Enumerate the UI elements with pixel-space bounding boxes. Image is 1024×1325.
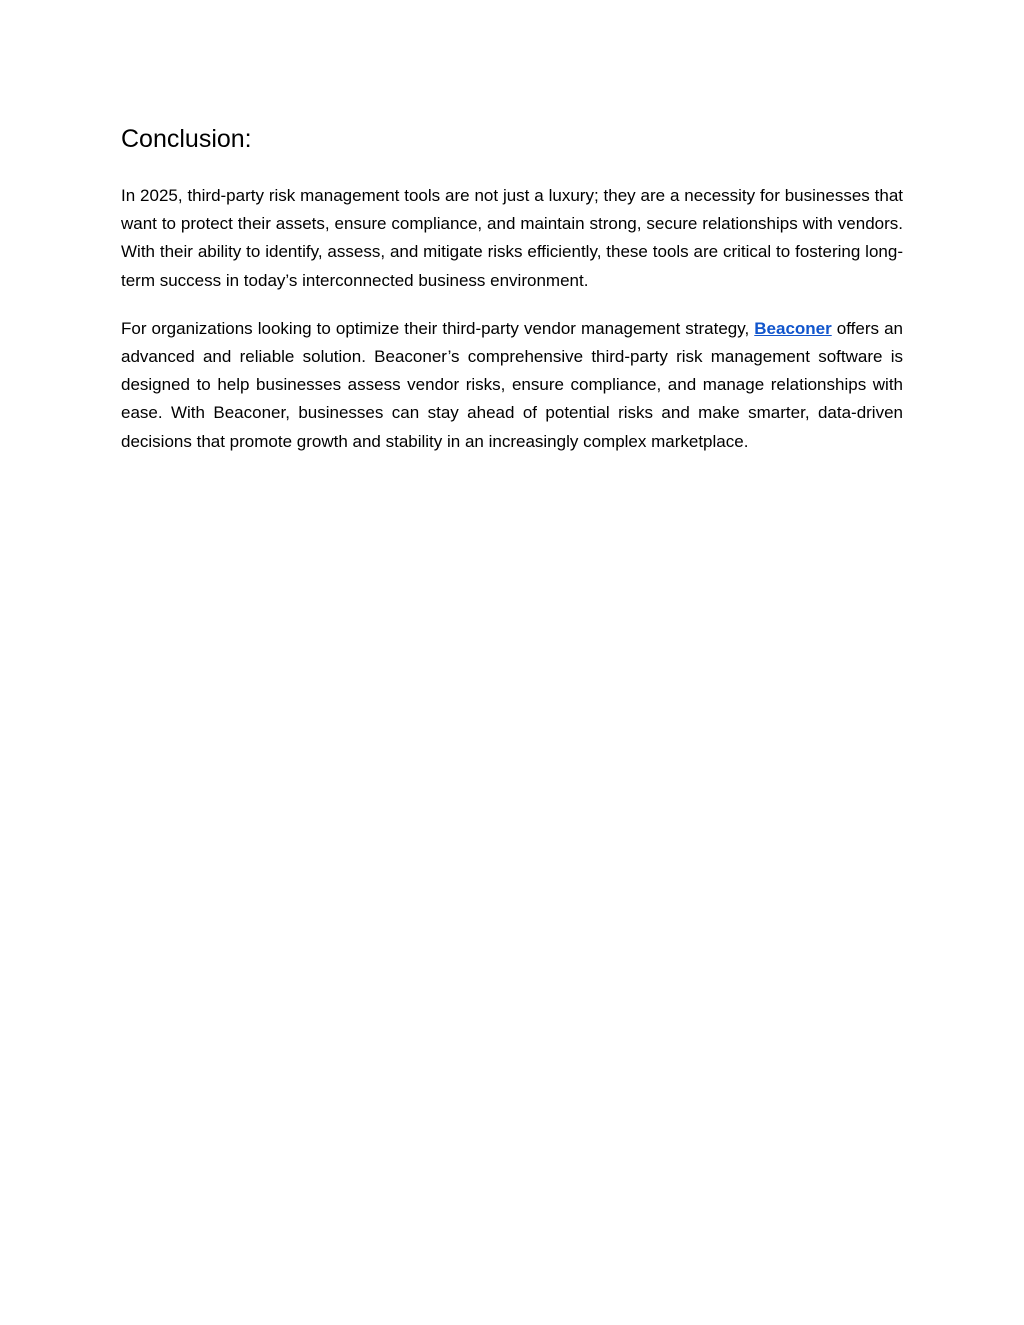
paragraph-text-before-link: For organizations looking to optimize their third-party vendor management strategy, bbox=[121, 318, 755, 338]
paragraph-beaconer bbox=[121, 315, 903, 456]
paragraph-text-after-link: offers an advanced and reliable solution. Beaconer’s comprehensive third-party risk management software is designed to help businesses assess vendor risks, ensure compliance, and manage relationships with ease. With Beaconer, businesses can stay ahead of potential risks and make smarter, data-driven decisions that promote growth and stability in an increasingly complex marketplace. bbox=[121, 318, 903, 451]
document-page bbox=[121, 122, 903, 476]
beaconer-link[interactable]: Beaconer bbox=[754, 318, 832, 338]
section-heading: Conclusion: bbox=[121, 125, 252, 153]
paragraph-conclusion: In 2025, third-party risk management tools are not just a luxury; they are a necessity for businesses that want to protect their assets, ensure compliance, and maintain strong, secure relationships with vendors. With their ability to identify, assess, and mitigate risks efficiently, these tools are critical to fostering long-term success in today’s interconnected business environment. bbox=[121, 186, 903, 290]
